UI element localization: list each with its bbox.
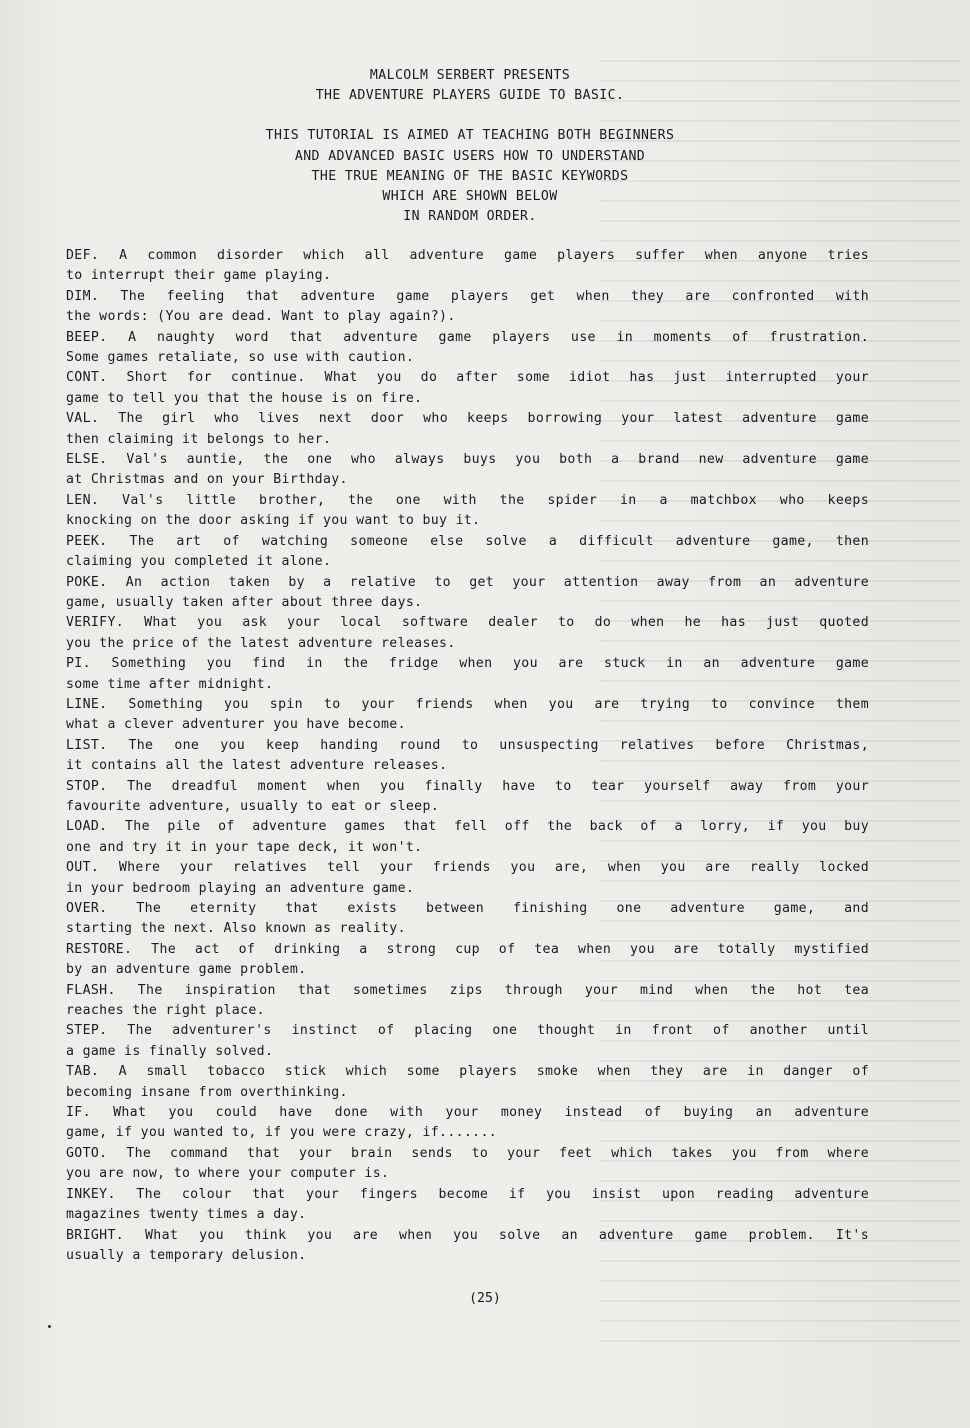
definition-line: Some games retaliate, so use with caution. [66, 350, 415, 366]
definition-line: GOTO. The command that your brain sends to your feet which takes you from where [66, 1145, 869, 1161]
definition-line: VAL. The girl who lives next door who keeps borrowing your latest adventure game [66, 411, 869, 427]
definition-entry [66, 899, 869, 940]
definition-line: POKE. An action taken by a relative to get your attention away from an adventure [66, 574, 869, 590]
page-number: (25) [469, 1291, 501, 1306]
definition-line: LINE. Something you spin to your friends when you are trying to convince them [66, 696, 869, 712]
definition-line: one and try it in your tape deck, it won't. [66, 839, 423, 855]
definition-line: you the price of the latest adventure releases. [66, 635, 456, 651]
definition-entry [66, 613, 869, 654]
definition-line: PI. Something you find in the fridge when you are stuck in an adventure game [66, 656, 869, 672]
definition-line: DEF. A common disorder which all adventure game players suffer when anyone tries [66, 248, 869, 263]
definition-entry [66, 1144, 869, 1185]
definition-line: what a clever adventurer you have become. [66, 717, 406, 733]
definition-entry [66, 940, 869, 981]
definition-line: it contains all the latest adventure releases. [66, 758, 448, 774]
definition-line: in your bedroom playing an adventure game. [66, 880, 415, 896]
document-header [120, 66, 820, 227]
definition-line: by an adventure game problem. [66, 962, 307, 978]
definition-line: LOAD. The pile of adventure games that fell off the back of a lorry, if you buy [66, 819, 869, 835]
definition-line: starting the next. Also known as reality. [66, 921, 406, 937]
definition-entry [66, 858, 869, 899]
definition-entry [66, 328, 869, 369]
definition-line: PEEK. The art of watching someone else solve a difficult adventure game, then [66, 533, 869, 549]
definition-line: you are now, to where your computer is. [66, 1166, 390, 1182]
definition-entry [66, 368, 869, 409]
header-line: THE TRUE MEANING OF THE BASIC KEYWORDS [311, 168, 629, 184]
definition-line: game to tell you that the house is on fire. [66, 390, 423, 406]
definition-line: to interrupt their game playing. [66, 268, 332, 284]
definition-entry [66, 1226, 869, 1267]
definition-line: knocking on the door asking if you want to buy it. [66, 513, 481, 529]
header-line: AND ADVANCED BASIC USERS HOW TO UNDERSTAND [294, 148, 646, 164]
definition-line: reaches the right place. [66, 1003, 265, 1019]
definition-entry [66, 1062, 869, 1103]
definition-entry [66, 246, 869, 287]
definition-line: a game is finally solved. [66, 1043, 274, 1059]
speck-mark [48, 1325, 51, 1328]
definition-line: claiming you completed it alone. [66, 554, 332, 570]
definition-line: ELSE. Val's auntie, the one who always buys you both a brand new adventure game [66, 452, 869, 468]
definition-line: the words: (You are dead. Want to play again?). [66, 309, 456, 325]
definition-entry [66, 654, 869, 695]
definition-line: game, if you wanted to, if you were crazy, if....... [66, 1125, 498, 1141]
header-line: THIS TUTORIAL IS AIMED AT TEACHING BOTH BEGINNERS [265, 128, 675, 144]
definition-line: usually a temporary delusion. [66, 1247, 307, 1263]
definition-line: game, usually taken after about three days. [66, 594, 423, 610]
definition-line: INKEY. The colour that your fingers become if you insist upon reading adventure [66, 1186, 869, 1202]
definition-line: LEN. Val's little brother, the one with the spider in a matchbox who keeps [66, 492, 869, 508]
header-title: THE ADVENTURE PLAYERS GUIDE TO BASIC. [315, 88, 625, 104]
definition-line: IF. What you could have done with your money instead of buying an adventure [66, 1105, 869, 1121]
definition-line: CONT. Short for continue. What you do after some idiot has just interrupted your [66, 370, 869, 386]
definition-entry [66, 817, 869, 858]
definition-line: VERIFY. What you ask your local software dealer to do when he has just quoted [66, 615, 869, 631]
header-line: MALCOLM SERBERT PRESENTS [369, 68, 571, 83]
definition-line: STEP. The adventurer's instinct of placing one thought in front of another until [66, 1023, 869, 1039]
definition-entry [66, 695, 869, 736]
definition-entry [66, 573, 869, 614]
definition-line: DIM. The feeling that adventure game players get when they are confronted with [66, 288, 869, 304]
keyword-definitions [66, 246, 869, 1266]
definition-entry [66, 981, 869, 1022]
definition-line: favourite adventure, usually to eat or sleep. [66, 798, 440, 814]
definition-line: magazines twenty times a day. [66, 1207, 307, 1223]
definition-line: RESTORE. The act of drinking a strong cup of tea when you are totally mystified [66, 941, 869, 957]
definition-entry [66, 450, 869, 491]
definition-entry [66, 736, 869, 777]
definition-line: BRIGHT. What you think you are when you solve an adventure game problem. It's [66, 1227, 869, 1243]
definition-line: TAB. A small tobacco stick which some players smoke when they are in danger of [66, 1064, 869, 1080]
definition-entry [66, 409, 869, 450]
definition-line: OUT. Where your relatives tell your friends you are, when you are really locked [66, 860, 869, 876]
definition-line: OVER. The eternity that exists between finishing one adventure game, and [66, 901, 869, 916]
definition-entry [66, 1021, 869, 1062]
definition-entry [66, 287, 869, 328]
definition-entry [66, 777, 869, 818]
definition-line: LIST. The one you keep handing round to unsuspecting relatives before Christmas, [66, 737, 869, 753]
definition-line: at Christmas and on your Birthday. [66, 472, 348, 488]
definition-line: STOP. The dreadful moment when you finally have to tear yourself away from your [66, 778, 869, 794]
definition-entry [66, 1185, 869, 1226]
header-line: WHICH ARE SHOWN BELOW [382, 189, 558, 205]
header-line: IN RANDOM ORDER. [403, 209, 537, 225]
definition-line: FLASH. The inspiration that sometimes zips through your mind when the hot tea [66, 982, 869, 998]
definition-entry [66, 491, 869, 532]
definition-entry [66, 1103, 869, 1144]
definition-line: some time after midnight. [66, 676, 274, 692]
definition-line: then claiming it belongs to her. [66, 431, 332, 447]
definition-entry [66, 532, 869, 573]
definition-line: BEEP. A naughty word that adventure game players use in moments of frustration. [66, 329, 869, 345]
definition-line: becoming insane from overthinking. [66, 1084, 348, 1100]
